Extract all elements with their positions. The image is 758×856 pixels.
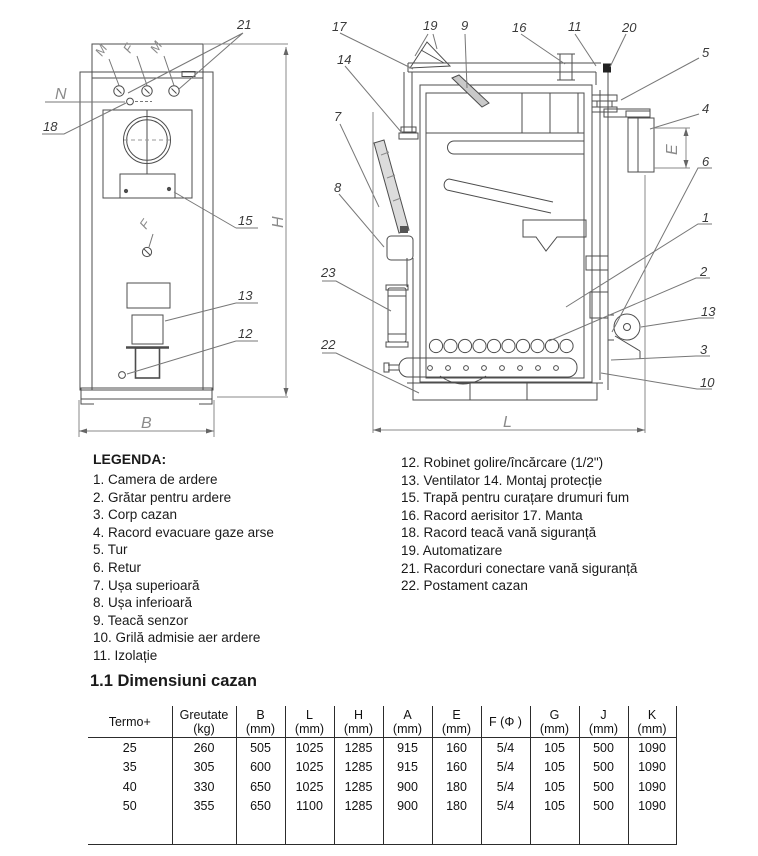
dim-label-N: N: [55, 86, 67, 103]
legend-item-9: 9. Teacă senzor: [93, 612, 189, 628]
port-label-f: F: [119, 40, 137, 56]
col-header-j: J (mm): [579, 706, 628, 738]
callout-20: 20: [622, 20, 637, 35]
table-filler-row: [88, 816, 676, 845]
col-header-termo: Termo+: [88, 706, 172, 738]
legend-item-3: 3. Corp cazan: [93, 507, 178, 523]
callout-6: 6: [702, 154, 710, 169]
table-row-35: 35 305 600 1025 1285 915 160 5/4 105 500 1090: [88, 758, 676, 778]
callout-15: 15: [238, 213, 253, 228]
callout-3: 3: [700, 342, 708, 357]
legend-item-21: 21. Racorduri conectare vană siguranță: [401, 560, 638, 576]
legend-item-19: 19. Automatizare: [401, 542, 503, 558]
front-view-drawing: [42, 33, 288, 437]
callout-19: 19: [423, 18, 438, 33]
callout-21: 21: [237, 17, 252, 32]
dim-label-L: L: [503, 414, 512, 431]
dimensions-table: [88, 706, 677, 845]
section-view-drawing: [322, 33, 714, 433]
col-header-f: F (Φ ): [481, 706, 530, 738]
legend-item-18: 18. Racord teacă vană siguranță: [401, 525, 597, 541]
port-label-m2: M: [146, 38, 166, 56]
callout-22: 22: [321, 337, 336, 352]
legend-item-4: 4. Racord evacuare gaze arse: [93, 524, 274, 540]
col-header-a: A (mm): [383, 706, 432, 738]
legend-item-12: 12. Robinet golire/încărcare (1/2"): [401, 455, 604, 470]
legend-item-13-14: 13. Ventilator 14. Montaj protecție: [401, 472, 603, 488]
callout-4: 4: [702, 101, 710, 116]
callout-2: 2: [700, 264, 708, 279]
dim-label-F: F: [136, 216, 154, 232]
col-header-l: L (mm): [285, 706, 334, 738]
col-header-h: H (mm): [334, 706, 383, 738]
col-header-g: G (mm): [530, 706, 579, 738]
dim-label-B: B: [141, 415, 152, 432]
table-header-row: [88, 706, 676, 738]
callout-9: 9: [461, 18, 469, 33]
col-header-greutate: Greutate (kg): [172, 706, 236, 738]
col-header-k: K (mm): [628, 706, 676, 738]
legend-item-22: 22. Postament cazan: [401, 578, 528, 594]
callout-10: 10: [700, 375, 715, 390]
callout-7: 7: [334, 109, 342, 124]
callout-12-left: 12: [238, 326, 253, 341]
legend-item-10: 10. Grilă admisie aer ardere: [93, 630, 261, 646]
callout-18: 18: [43, 119, 58, 134]
table-row-25: 25 260 505 1025 1285 915 160 5/4 105 500 1090: [88, 738, 676, 758]
legend-item-16-17: 16. Racord aerisitor 17. Manta: [401, 507, 583, 523]
callout-13-left: 13: [238, 288, 253, 303]
legend-item-8: 8. Ușa inferioară: [93, 595, 193, 611]
col-header-e: E (mm): [432, 706, 481, 738]
legend-title: LEGENDA:: [93, 451, 167, 467]
legend-item-11: 11. Izolație: [93, 647, 158, 663]
table-row-40: 40 330 650 1025 1285 900 180 5/4 105 500 1090: [88, 777, 676, 797]
legend-item-2: 2. Grătar pentru ardere: [93, 489, 232, 505]
legend-column-right: [401, 454, 741, 595]
callout-13-right: 13: [701, 304, 716, 319]
dim-label-E: E: [664, 144, 681, 155]
callout-1: 1: [702, 210, 710, 225]
section-heading: 1.1 Dimensiuni cazan: [90, 672, 257, 690]
legend-item-1: 1. Camera de ardere: [93, 472, 218, 487]
port-label-m1: M: [91, 41, 111, 59]
table-row-50: 50 355 650 1100 1285 900 180 5/4 105 500 1090: [88, 797, 676, 817]
legend-column-left: [93, 450, 393, 665]
legend-item-7: 7. Ușa superioară: [93, 577, 200, 593]
callout-8: 8: [334, 180, 342, 195]
legend-item-15: 15. Trapă pentru curațare drumuri fum: [401, 490, 630, 506]
col-header-b: B (mm): [236, 706, 285, 738]
callout-17: 17: [332, 19, 347, 34]
callout-14: 14: [337, 52, 352, 67]
callout-5: 5: [702, 45, 710, 60]
callout-11: 11: [568, 19, 582, 34]
callout-23: 23: [321, 265, 336, 280]
legend-item-5: 5. Tur: [93, 542, 128, 558]
dim-label-H: H: [270, 216, 287, 228]
legend-item-6: 6. Retur: [93, 559, 142, 575]
callout-16: 16: [512, 20, 527, 35]
